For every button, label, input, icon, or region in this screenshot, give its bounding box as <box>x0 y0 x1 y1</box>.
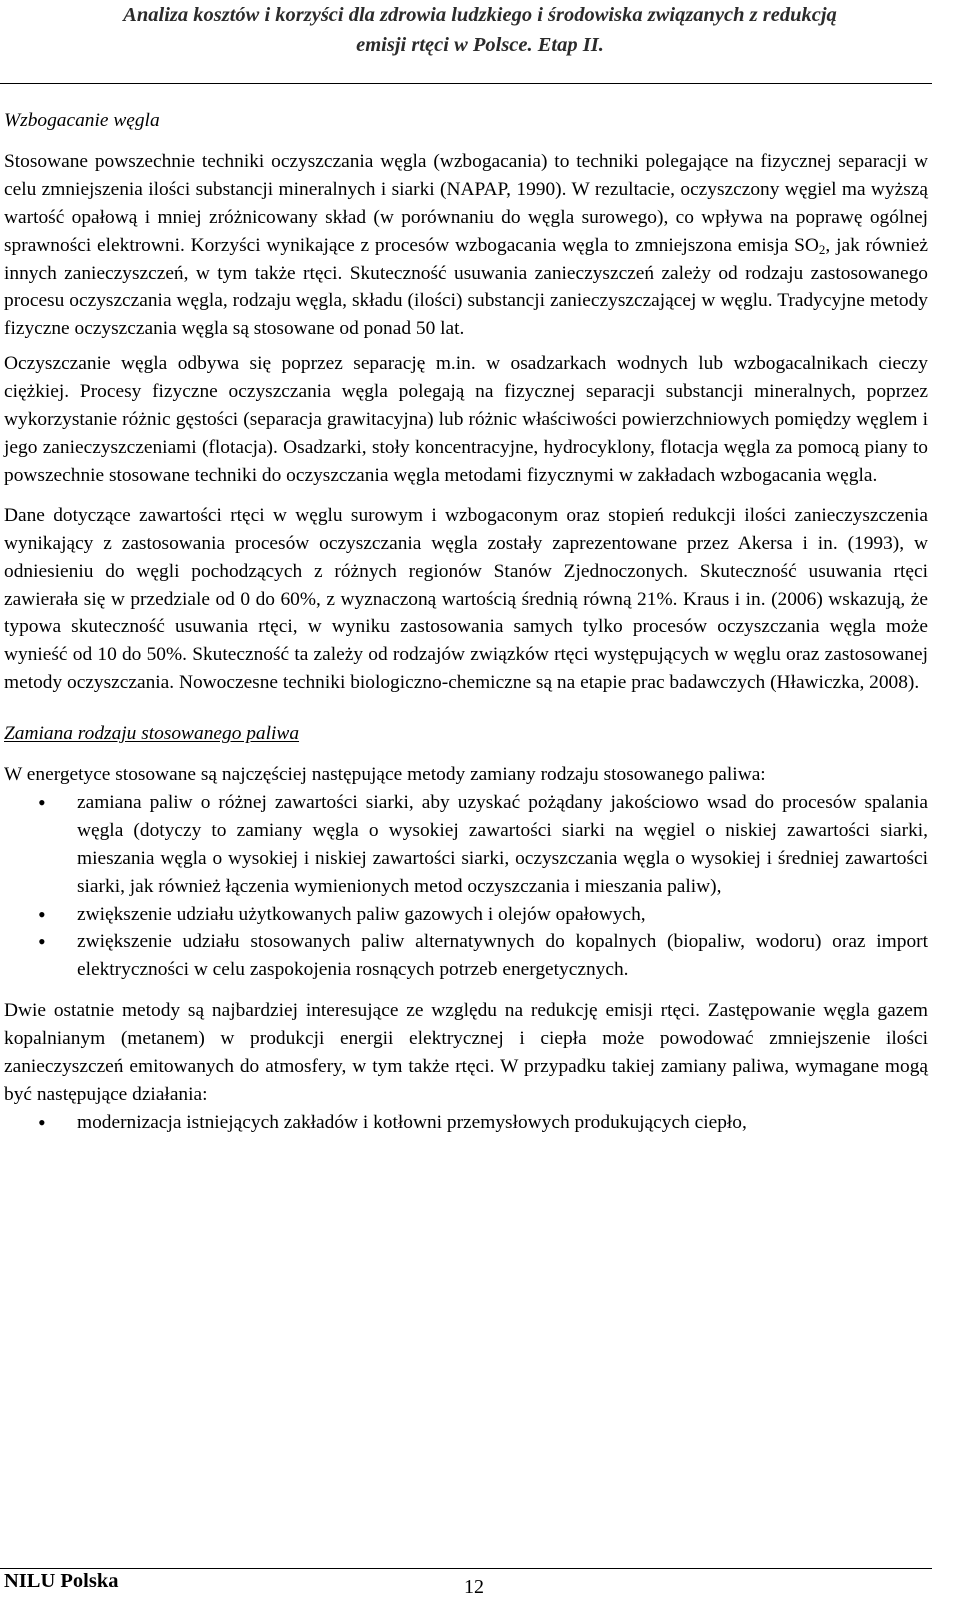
bullet-list-methods <box>4 789 928 984</box>
bullet-list-actions <box>4 1109 928 1137</box>
paragraph-1 <box>4 148 928 343</box>
section-title-fuel-switching: Zamiana rodzaju stosowanego paliwa <box>4 723 300 745</box>
section-title-coal-enrichment: Wzbogacanie węgla <box>4 110 160 131</box>
paragraph-1-part-a: Stosowane powszechnie techniki oczyszczania węgla (wzbogacania) to techniki polegające na fizycznej separacji w celu zmniejszenia ilości substancji mineralnych i siarki (NAPAP, 1990). W rezultacie, oczyszczony węgiel ma wyższą wartość opałową i mniej zróżnicowany skład (w porównaniu do węgla surowego), co wpływa na poprawę ogólnej sprawności elektrowni. Korzyści wynikające z procesów wzbogacania węgla to zmniejszona emisja SO <box>4 150 928 256</box>
header-line-2: emisji rtęci w Polsce. Etap II. <box>356 34 604 56</box>
list-item: • zwiększenie udziału użytkowanych paliw gazowych i olejów opałowych, <box>4 901 928 929</box>
header-divider <box>0 83 932 84</box>
paragraph-1-part-b: , jak również innych zanieczyszczeń, w tym także rtęci. Skuteczność usuwania zanieczyszczeń zależy od rodzaju zastosowanego procesu oczyszczania węgla, rodzaju węgla, składu (ilości) substancji zanieczyszczającej w węglu. Tradycyjne metody fizyczne oczyszczania węgla są stosowane od ponad 50 lat. <box>4 234 929 340</box>
footer-divider <box>0 1568 932 1569</box>
header-line-1: Analiza kosztów i korzyści dla zdrowia ludzkiego i środowiska związanych z redukcją <box>123 4 837 26</box>
paragraph-3: Dane dotyczące zawartości rtęci w węglu surowym i wzbogaconym oraz stopień redukcji ilości zanieczyszczenia wynikający z zastosowania procesów oczyszczania węgla zostały zaprezentowane przez Akersa i in. (1993), w odniesieniu do węgli pochodzących z różnych regionów Stanów Zjednoczonych. Skuteczność usuwania rtęci zawierała się w przedziale od 0 do 60%, z wyznaczoną wartością średnią równą 21%. Kraus i in. (2006) wskazują, że typowa skuteczność usuwania rtęci, w wyniku zastosowania samych tylko procesów oczyszczania węgla może wynieść od 10 do 50%. Skuteczność ta zależy od rodzajów związków rtęci występujących w węglu oraz zastosowanej metody oczyszczania. Nowoczesne techniki biologiczno-chemiczne są na etapie prac badawczych (Hławiczka, 2008). <box>4 504 928 694</box>
list-item: • zamiana paliw o różnej zawartości siarki, aby uzyskać pożądany jakościowo wsad do procesów spalania węgla (dotyczy to zamiany węgla o wysokiej zawartości siarki na węgiel o niskiej zawartości siarki, mieszania węgla o wysokiej i niskiej zawartości siarki, oczyszczania węgla o wysokiej i średniej zawartości siarki, jak również łączenia wymienionych metod oczyszczania i mieszania paliw), <box>4 789 928 901</box>
footer-organization: NILU Polska <box>4 1570 119 1592</box>
list-item: • modernizacja istniejących zakładów i kotłowni przemysłowych produkujących ciepło, <box>4 1109 928 1137</box>
page-number: 12 <box>464 1576 484 1598</box>
document-body <box>4 107 928 1137</box>
paragraph-last-methods: Dwie ostatnie metody są najbardziej interesujące ze względu na redukcję emisji rtęci. Zastępowanie węgla gazem kopalnianym (metanem) w produkcji energii elektrycznej i ciepła może powodować zmniejszenie ilości zanieczyszczeń emitowanych do atmosfery, w tym także rtęci. W przypadku takiej zamiany paliwa, wymagane mogą być następujące działania: <box>4 1000 928 1105</box>
list-item: • zwiększenie udziału stosowanych paliw alternatywnych do kopalnych (biopaliw, wodoru) oraz import elektryczności w celu zaspokojenia rosnących potrzeb energetycznych. <box>4 928 928 984</box>
page-header <box>0 0 960 60</box>
so2-subscript: 2 <box>818 241 826 257</box>
paragraph-fuel-intro: W energetyce stosowane są najczęściej następujące metody zamiany rodzaju stosowanego paliwa: <box>4 764 766 786</box>
paragraph-2: Oczyszczanie węgla odbywa się poprzez separację m.in. w osadzarkach wodnych lub wzbogacalnikach cieczy ciężkiej. Procesy fizyczne oczyszczania węgla polegają na fizycznej separacji substancji mineralnych, poprzez wykorzystanie różnic gęstości (separacja grawitacyjna) lub różnic właściwości powierzchniowych pomiędzy węglem i jego zanieczyszczeniami (flotacja). Osadzarki, stoły koncentracyjne, hydrocyklony, flotacja węgla za pomocą piany to powszechnie stosowane techniki do oczyszczania węgla metodami fizycznymi w zakładach wzbogacania węgla. <box>4 353 928 486</box>
